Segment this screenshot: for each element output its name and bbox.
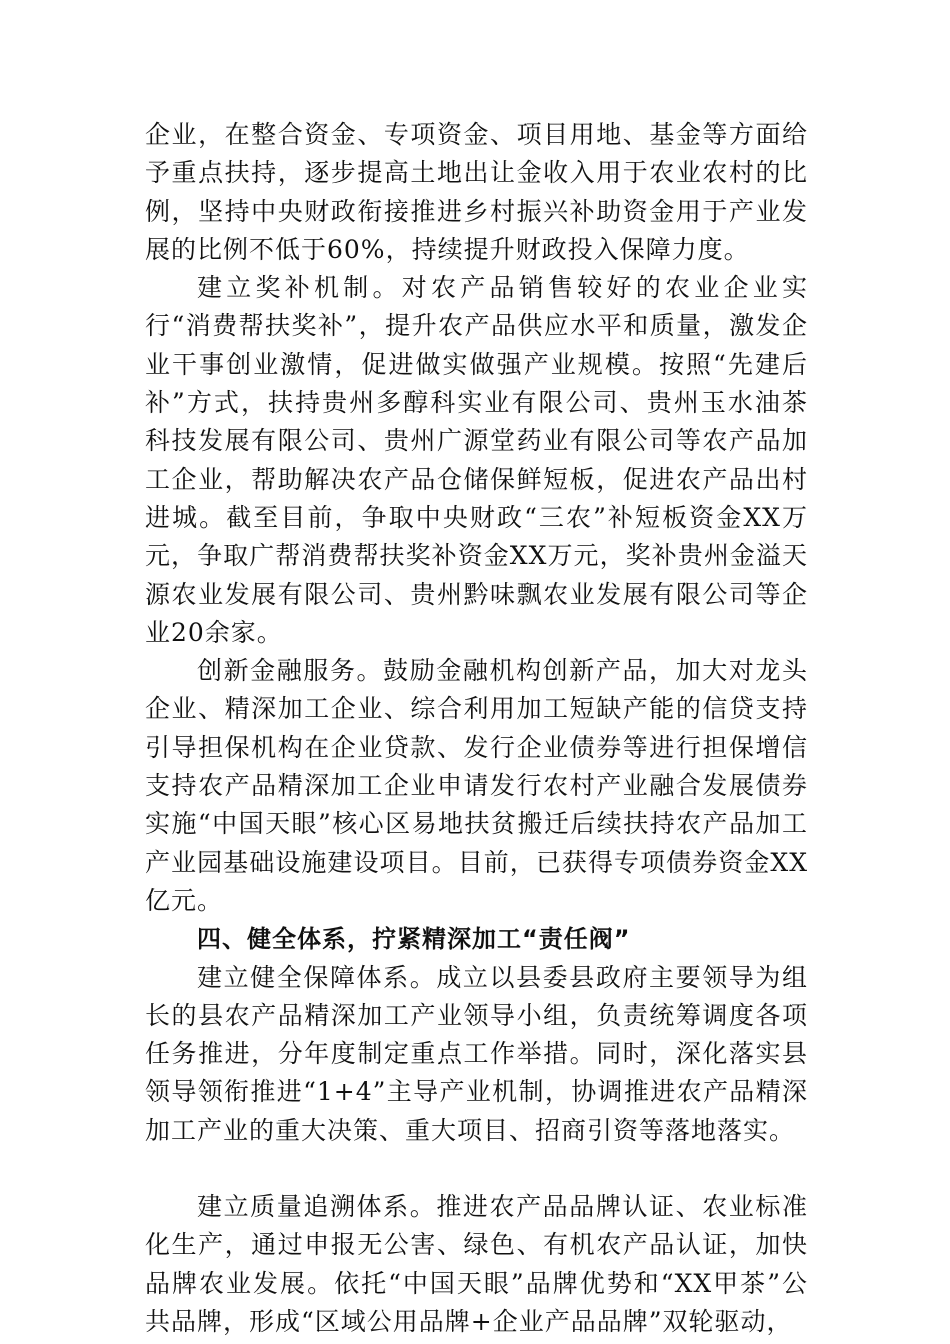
paragraph-reward-mechanism: 建立奖补机制。对农产品销售较好的农业企业实行“消费帮扶奖补”，提升农产品供应水平和质量，激发企业干事创业激情，促进做实做强产业规模。按照“先建后补”方式，扶持贵州多醇科实业有限公司、贵州玉水油茶科技发展有限公司、贵州广源堂药业有限公司等农产品加工企业，帮助解决农产品仓储保鲜短板，促进农产品出村进城。截至目前，争取中央财政“三农”补短板资金XX万元，争取广帮消费帮扶奖补资金XX万元，奖补贵州金溢天源农业发展有限公司、贵州黔味飘农业发展有限公司等企业20余家。 <box>145 273 808 647</box>
document-body <box>145 116 808 1341</box>
paragraph-gap <box>145 1150 808 1188</box>
paragraph-guarantee-system: 建立健全保障体系。成立以县委县政府主要领导为组长的县农产品精深加工产业领导小组，负责统筹调度各项任务推进，分年度制定重点工作举措。同时，深化落实县领导领衔推进“1+4”主导产业机制，协调推进农产品精深加工产业的重大决策、重大项目、招商引资等落地落实。 <box>145 962 808 1145</box>
section-heading-four: 四、健全体系，拧紧精深加工“责任阀” <box>197 925 631 954</box>
paragraph-funding-support: 企业，在整合资金、专项资金、项目用地、基金等方面给予重点扶持，逐步提高土地出让金收入用于农业农村的比例，坚持中央财政衔接推进乡村振兴补助资金用于产业发展的比例不低于60%，持续提升财政投入保障力度。 <box>145 120 808 264</box>
paragraph-financial-services: 创新金融服务。鼓励金融机构创新产品，加大对龙头企业、精深加工企业、综合利用加工短缺产能的信贷支持引导担保机构在企业贷款、发行企业债券等进行担保增信支持农产品精深加工企业申请发行农村产业融合发展债券实施“中国天眼”核心区易地扶贫搬迁后续扶持农产品加工产业园基础设施建设项目。目前，已获得专项债券资金XX亿元。 <box>145 656 808 915</box>
paragraph-quality-traceability: 建立质量追溯体系。推进农产品品牌认证、农业标准化生产，通过申报无公害、绿色、有机农产品认证，加快品牌农业发展。依托“中国天眼”品牌优势和“XX甲茶”公共品牌，形成“区域公用品牌+企业产品品牌”双轮驱动， <box>145 1192 808 1336</box>
